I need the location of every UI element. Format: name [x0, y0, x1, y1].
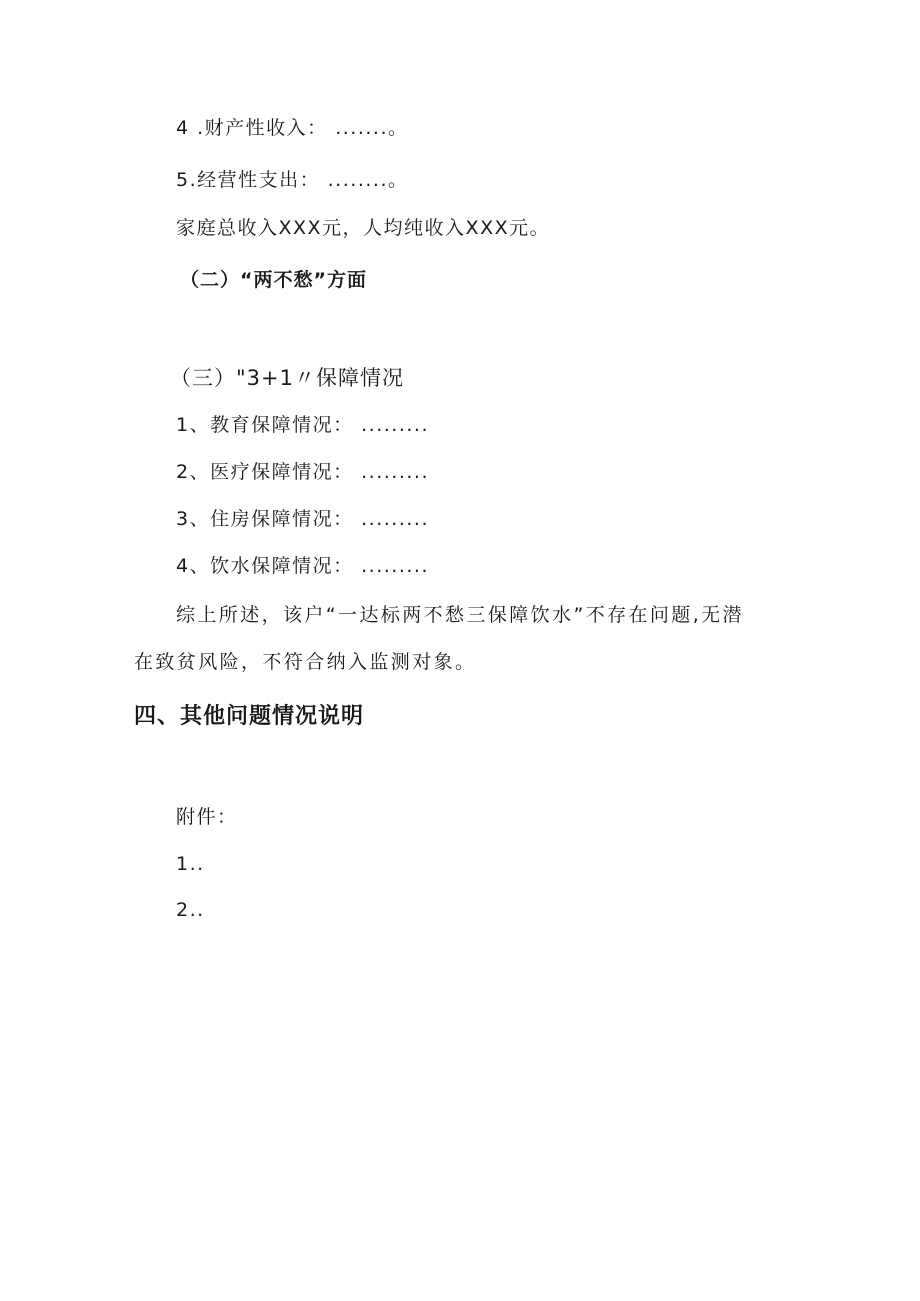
education-guarantee-item: 1、教育保障情况： ......... [176, 414, 429, 436]
medical-guarantee-item: 2、医疗保障情况： ......... [176, 461, 429, 483]
water-guarantee-item: 4、饮水保障情况： ......... [176, 555, 429, 577]
conclusion-line-1: 综上所述，该户“一达标两不愁三保障饮水”不存在问题,无潜 [176, 604, 744, 626]
section-three-heading: （三）"3+1〃保障情况 [170, 366, 404, 390]
section-two-heading: （二）“两不愁”方面 [180, 269, 367, 291]
housing-guarantee-item: 3、住房保障情况： ......... [176, 508, 429, 530]
attachments-label: 附件： [176, 806, 238, 828]
income-summary-line: 家庭总收入XXX元，人均纯收入XXX元。 [176, 217, 551, 239]
business-expense-line: 5.经营性支出： ........。 [176, 169, 409, 191]
attachment-item: 1.. [176, 853, 205, 875]
attachment-item: 2.. [176, 899, 205, 921]
conclusion-line-2: 在致贫风险，不符合纳入监测对象。 [134, 651, 477, 673]
section-four-heading: 四、其他问题情况说明 [134, 704, 365, 729]
property-income-line: 4 .财产性收入： .......。 [176, 117, 409, 139]
